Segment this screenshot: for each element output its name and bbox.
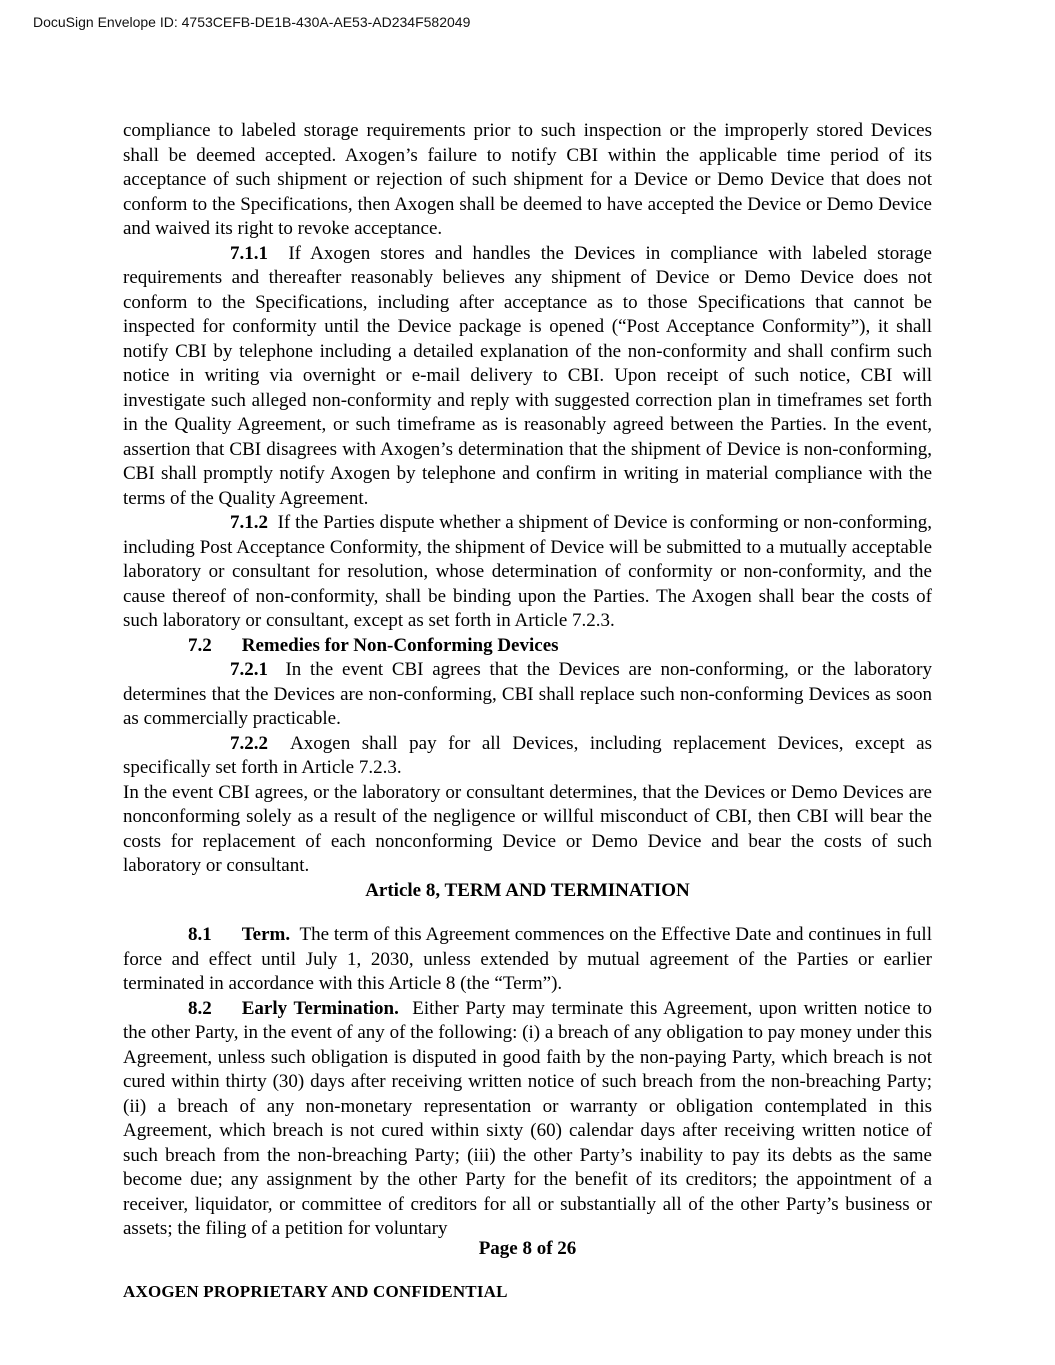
clause-7-1-2 [123, 511, 932, 634]
article-8-heading [123, 879, 932, 904]
text-run: 7.1.2 [230, 512, 268, 533]
text-run: 8.1 [188, 924, 212, 945]
confidentiality-footer: AXOGEN PROPRIETARY AND CONFIDENTIAL [123, 1282, 508, 1301]
text-run: Axogen shall pay for all Devices, including replacement Devices, except as specifically set forth in Article 7.2.3. [123, 732, 932, 778]
page-number: Page 8 of 26 [478, 1238, 577, 1259]
text-run: Early Termination. [241, 997, 399, 1019]
clause-7-1-1 [123, 242, 932, 512]
clause-8-1 [123, 923, 932, 997]
text-run: Remedies for Non-Conforming Devices [241, 634, 559, 656]
heading-7-2 [123, 634, 932, 659]
document-body [123, 119, 932, 1242]
clause-7-2-1 [123, 658, 932, 732]
continuation-paragraph [123, 119, 932, 242]
clause-8-2 [123, 997, 932, 1242]
text-run: 7.2 [188, 634, 212, 656]
text-run: The term of this Agreement commences on the Effective Date and continues in full force and effect until July 1, 2030, unless extended by mutual agreement of the Parties or earlier terminated in accordance with this Article 8 (the “Term”). [123, 924, 932, 994]
clause-7-2-2-continuation [123, 781, 932, 879]
text-run: Either Party may terminate this Agreement, upon written notice to the other Party, in the event of any of the following: (i) a breach of any obligation to pay money under this Agreement, unless such obligation is disputed in good faith by the non-paying Party, which breach is not cured within thirty (30) days after receiving written notice of such breach from the non-breaching Party; (ii) a breach of any non-monetary representation or warranty or obligation contemplated in this Agreement, which breach is not cured within sixty (60) calendar days after receiving written notice of such breach from the non-breaching Party; (iii) the other Party’s inability to pay its debts as the same become due; any assignment by the other Party for the benefit of its creditors; the appointment of a receiver, liquidator, or committee of creditors for all or substantially all of the other Party’s business or assets; the filing of a petition for voluntary [123, 997, 932, 1239]
text-run: If the Parties dispute whether a shipment of Device is conforming or non-conforming, including Post Acceptance Conformity, the shipment of Device will be submitted to a mutually acceptable laboratory or consultant for resolution, whose determination of conformity or non-conformity, and the cause thereof of non-conformity, shall be binding upon the Parties. The Axogen shall bear the costs of such laboratory or consultant, except as set forth in Article 7.2.3. [123, 512, 932, 631]
text-run: In the event CBI agrees, or the laboratory or consultant determines, that the Devices or Demo Devices are nonconforming solely as a result of the negligence or willful misconduct of CBI, then CBI will bear the costs for replacement of each nonconforming Device or Demo Device and bear the costs of such laboratory or consultant. [123, 781, 932, 876]
docusign-envelope-id: DocuSign Envelope ID: 4753CEFB-DE1B-430A-AE53-AD234F582049 [33, 14, 471, 30]
clause-7-2-2 [123, 732, 932, 781]
text-run: In the event CBI agrees that the Devices are non-conforming, or the laboratory determines that the Devices are non-conforming, CBI shall replace such non-conforming Devices as soon as commercially practicable. [123, 659, 932, 729]
text-run: Article 8, TERM AND TERMINATION [365, 879, 690, 901]
text-run: If Axogen stores and handles the Devices in compliance with labeled storage requirements and thereafter reasonably believes any shipment of Device or Demo Device does not conform to the Specifications, including after acceptance as to those Specifications that cannot be inspected for conformity until the Device package is opened (“Post Acceptance Conformity”), it shall notify CBI by telephone including a detailed explanation of the non-conformity and shall confirm such notice in writing via overnight or e-mail delivery to CBI. Upon receipt of such notice, CBI will investigate such alleged non-conformity and reply with suggested correction plan in timeframes set forth in the Quality Agreement, or such timeframe as is reasonably agreed between the Parties. In the event, assertion that CBI disagrees with Axogen’s determination that the shipment of Device is non-conforming, CBI shall promptly notify Axogen by telephone and confirm in writing in material compliance with the terms of the Quality Agreement. [123, 242, 932, 509]
text-run: 7.2.1 [230, 659, 268, 680]
text-run: 7.2.2 [230, 732, 268, 754]
text-run: Term. [241, 924, 291, 945]
text-run: 7.1.1 [230, 242, 268, 264]
text-run: compliance to labeled storage requirements prior to such inspection or the improperly stored Devices shall be deemed accepted. Axogen’s failure to notify CBI within the applicable time period of its acceptance of such shipment or rejection of such shipment for a Device or Demo Device that does not conform to the Specifications, then Axogen shall be deemed to have accepted the Device or Demo Device and waived its right to revoke acceptance. [123, 120, 932, 239]
text-run: 8.2 [188, 997, 212, 1019]
